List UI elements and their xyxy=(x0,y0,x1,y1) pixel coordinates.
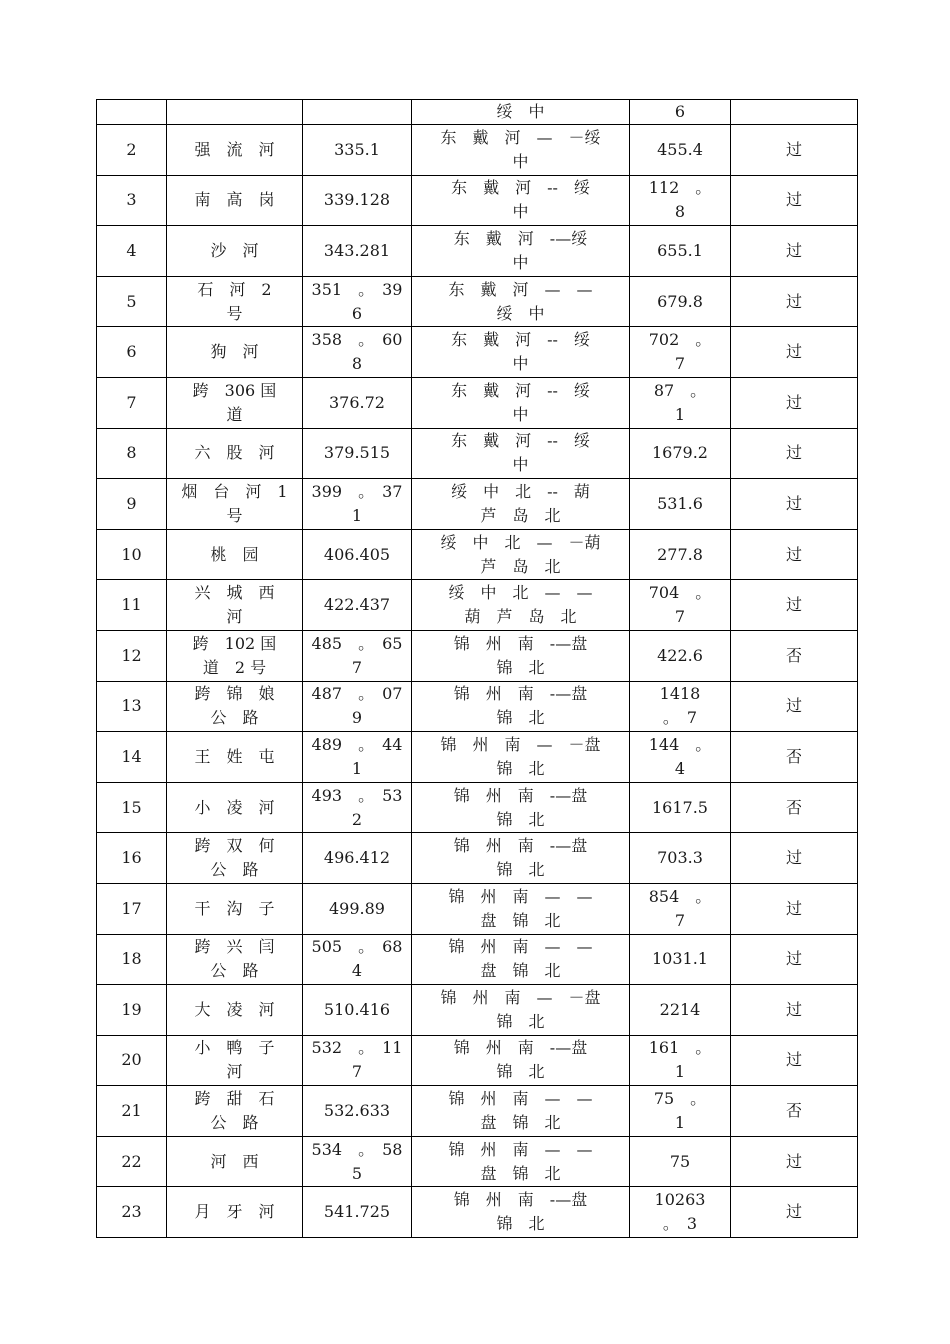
section-cell: 锦 州 南 — －盘 锦 北 xyxy=(412,732,630,783)
mileage-cell: 422.437 xyxy=(303,580,412,631)
mileage-cell xyxy=(303,100,412,125)
mileage-cell: 493 。 53 2 xyxy=(303,782,412,833)
bridge-name-cell: 强 流 河 xyxy=(167,125,303,176)
section-cell: 东 戴 河 -- 绥 中 xyxy=(412,377,630,428)
row-number-cell: 12 xyxy=(97,630,167,681)
row-number-cell: 15 xyxy=(97,782,167,833)
status-cell: 过 xyxy=(731,1187,858,1238)
table-row xyxy=(97,833,858,884)
mileage-cell: 351 。 39 6 xyxy=(303,276,412,327)
status-cell: 过 xyxy=(731,883,858,934)
table-row xyxy=(97,782,858,833)
mileage-cell: 496.412 xyxy=(303,833,412,884)
bridge-name-cell: 王 姓 屯 xyxy=(167,732,303,783)
row-number-cell: 7 xyxy=(97,377,167,428)
bridge-name-cell: 小 鸭 子 河 xyxy=(167,1035,303,1086)
table-row xyxy=(97,985,858,1036)
length-cell: 1617.5 xyxy=(630,782,731,833)
status-cell: 过 xyxy=(731,1136,858,1187)
length-cell: 702 。 7 xyxy=(630,327,731,378)
status-cell: 过 xyxy=(731,226,858,277)
status-cell: 过 xyxy=(731,985,858,1036)
table-row xyxy=(97,1187,858,1238)
row-number-cell xyxy=(97,100,167,125)
length-cell: 531.6 xyxy=(630,479,731,530)
bridge-name-cell: 跨 双 何 公 路 xyxy=(167,833,303,884)
mileage-cell: 406.405 xyxy=(303,529,412,580)
row-number-cell: 21 xyxy=(97,1086,167,1137)
length-cell: 703.3 xyxy=(630,833,731,884)
status-cell: 过 xyxy=(731,479,858,530)
section-cell: 东 戴 河 -- 绥 中 xyxy=(412,428,630,479)
row-number-cell: 22 xyxy=(97,1136,167,1187)
status-cell: 过 xyxy=(731,377,858,428)
row-number-cell: 17 xyxy=(97,883,167,934)
section-cell: 绥 中 北 — －葫 芦 岛 北 xyxy=(412,529,630,580)
bridge-name-cell: 跨 锦 娘 公 路 xyxy=(167,681,303,732)
table-row xyxy=(97,934,858,985)
bridge-name-cell: 兴 城 西 河 xyxy=(167,580,303,631)
section-cell: 锦 州 南 -—盘 锦 北 xyxy=(412,630,630,681)
mileage-cell: 358 。 60 8 xyxy=(303,327,412,378)
status-cell: 否 xyxy=(731,782,858,833)
mileage-cell: 399 。 37 1 xyxy=(303,479,412,530)
section-cell: 东 戴 河 — －绥 中 xyxy=(412,125,630,176)
table-row xyxy=(97,1086,858,1137)
length-cell: 6 xyxy=(630,100,731,125)
table-row xyxy=(97,226,858,277)
table-row xyxy=(97,681,858,732)
section-cell: 锦 州 南 — — 盘 锦 北 xyxy=(412,883,630,934)
bridge-name-cell: 跨 兴 闫 公 路 xyxy=(167,934,303,985)
section-cell: 锦 州 南 — －盘 锦 北 xyxy=(412,985,630,1036)
length-cell: 10263 。 3 xyxy=(630,1187,731,1238)
section-cell: 绥 中 北 — — 葫 芦 岛 北 xyxy=(412,580,630,631)
mileage-cell: 505 。 68 4 xyxy=(303,934,412,985)
section-cell: 东 戴 河 -- 绥 中 xyxy=(412,327,630,378)
row-number-cell: 18 xyxy=(97,934,167,985)
mileage-cell: 489 。 44 1 xyxy=(303,732,412,783)
bridge-name-cell: 小 凌 河 xyxy=(167,782,303,833)
length-cell: 704 。 7 xyxy=(630,580,731,631)
status-cell: 否 xyxy=(731,1086,858,1137)
mileage-cell: 541.725 xyxy=(303,1187,412,1238)
table-row xyxy=(97,630,858,681)
section-cell: 锦 州 南 -—盘 锦 北 xyxy=(412,782,630,833)
table-body xyxy=(97,100,858,1238)
bridge-table xyxy=(96,99,858,1238)
row-number-cell: 20 xyxy=(97,1035,167,1086)
section-cell: 东 戴 河 — — 绥 中 xyxy=(412,276,630,327)
mileage-cell: 510.416 xyxy=(303,985,412,1036)
section-cell: 锦 州 南 -—盘 锦 北 xyxy=(412,833,630,884)
status-cell: 否 xyxy=(731,630,858,681)
mileage-cell: 339.128 xyxy=(303,175,412,226)
length-cell: 144 。 4 xyxy=(630,732,731,783)
mileage-cell: 532.633 xyxy=(303,1086,412,1137)
table-row xyxy=(97,479,858,530)
section-cell: 绥 中 xyxy=(412,100,630,125)
table-row xyxy=(97,377,858,428)
status-cell: 过 xyxy=(731,580,858,631)
row-number-cell: 6 xyxy=(97,327,167,378)
bridge-name-cell xyxy=(167,100,303,125)
mileage-cell: 379.515 xyxy=(303,428,412,479)
length-cell: 854 。 7 xyxy=(630,883,731,934)
bridge-name-cell: 河 西 xyxy=(167,1136,303,1187)
row-number-cell: 3 xyxy=(97,175,167,226)
length-cell: 87 。 1 xyxy=(630,377,731,428)
status-cell: 否 xyxy=(731,732,858,783)
table-row xyxy=(97,428,858,479)
row-number-cell: 14 xyxy=(97,732,167,783)
status-cell: 过 xyxy=(731,934,858,985)
table-row xyxy=(97,883,858,934)
table-row xyxy=(97,175,858,226)
length-cell: 1031.1 xyxy=(630,934,731,985)
length-cell: 75 。 1 xyxy=(630,1086,731,1137)
bridge-name-cell: 月 牙 河 xyxy=(167,1187,303,1238)
bridge-name-cell: 烟 台 河 1 号 xyxy=(167,479,303,530)
bridge-name-cell: 石 河 2 号 xyxy=(167,276,303,327)
status-cell: 过 xyxy=(731,125,858,176)
bridge-name-cell: 狗 河 xyxy=(167,327,303,378)
mileage-cell: 487 。 07 9 xyxy=(303,681,412,732)
mileage-cell: 376.72 xyxy=(303,377,412,428)
status-cell: 过 xyxy=(731,833,858,884)
status-cell: 过 xyxy=(731,327,858,378)
row-number-cell: 9 xyxy=(97,479,167,530)
mileage-cell: 532 。 11 7 xyxy=(303,1035,412,1086)
status-cell: 过 xyxy=(731,276,858,327)
section-cell: 锦 州 南 -—盘 锦 北 xyxy=(412,681,630,732)
bridge-name-cell: 跨 甜 石 公 路 xyxy=(167,1086,303,1137)
row-number-cell: 19 xyxy=(97,985,167,1036)
length-cell: 1679.2 xyxy=(630,428,731,479)
section-cell: 锦 州 南 — — 盘 锦 北 xyxy=(412,1136,630,1187)
section-cell: 锦 州 南 -—盘 锦 北 xyxy=(412,1187,630,1238)
row-number-cell: 8 xyxy=(97,428,167,479)
row-number-cell: 10 xyxy=(97,529,167,580)
table-row xyxy=(97,732,858,783)
table-row xyxy=(97,1035,858,1086)
table-row xyxy=(97,327,858,378)
status-cell: 过 xyxy=(731,681,858,732)
status-cell xyxy=(731,100,858,125)
row-number-cell: 16 xyxy=(97,833,167,884)
bridge-name-cell: 大 凌 河 xyxy=(167,985,303,1036)
section-cell: 锦 州 南 -—盘 锦 北 xyxy=(412,1035,630,1086)
table-row xyxy=(97,580,858,631)
bridge-name-cell: 沙 河 xyxy=(167,226,303,277)
table-row xyxy=(97,1136,858,1187)
length-cell: 1418 。 7 xyxy=(630,681,731,732)
row-number-cell: 11 xyxy=(97,580,167,631)
section-cell: 锦 州 南 — — 盘 锦 北 xyxy=(412,934,630,985)
bridge-name-cell: 六 股 河 xyxy=(167,428,303,479)
table-row xyxy=(97,529,858,580)
table-row xyxy=(97,125,858,176)
row-number-cell: 5 xyxy=(97,276,167,327)
mileage-cell: 335.1 xyxy=(303,125,412,176)
row-number-cell: 23 xyxy=(97,1187,167,1238)
table-row xyxy=(97,276,858,327)
bridge-name-cell: 南 高 岗 xyxy=(167,175,303,226)
bridge-name-cell: 桃 园 xyxy=(167,529,303,580)
length-cell: 655.1 xyxy=(630,226,731,277)
bridge-name-cell: 干 沟 子 xyxy=(167,883,303,934)
status-cell: 过 xyxy=(731,1035,858,1086)
length-cell: 422.6 xyxy=(630,630,731,681)
mileage-cell: 485 。 65 7 xyxy=(303,630,412,681)
mileage-cell: 343.281 xyxy=(303,226,412,277)
section-cell: 东 戴 河 -—绥 中 xyxy=(412,226,630,277)
length-cell: 75 xyxy=(630,1136,731,1187)
status-cell: 过 xyxy=(731,529,858,580)
bridge-name-cell: 跨 102 国 道 2 号 xyxy=(167,630,303,681)
mileage-cell: 499.89 xyxy=(303,883,412,934)
length-cell: 277.8 xyxy=(630,529,731,580)
length-cell: 679.8 xyxy=(630,276,731,327)
length-cell: 161 。 1 xyxy=(630,1035,731,1086)
length-cell: 112 。 8 xyxy=(630,175,731,226)
row-number-cell: 2 xyxy=(97,125,167,176)
section-cell: 锦 州 南 — — 盘 锦 北 xyxy=(412,1086,630,1137)
bridge-name-cell: 跨 306 国 道 xyxy=(167,377,303,428)
row-number-cell: 13 xyxy=(97,681,167,732)
mileage-cell: 534 。 58 5 xyxy=(303,1136,412,1187)
length-cell: 2214 xyxy=(630,985,731,1036)
section-cell: 东 戴 河 -- 绥 中 xyxy=(412,175,630,226)
row-number-cell: 4 xyxy=(97,226,167,277)
status-cell: 过 xyxy=(731,175,858,226)
status-cell: 过 xyxy=(731,428,858,479)
section-cell: 绥 中 北 -- 葫 芦 岛 北 xyxy=(412,479,630,530)
length-cell: 455.4 xyxy=(630,125,731,176)
table-row xyxy=(97,100,858,125)
